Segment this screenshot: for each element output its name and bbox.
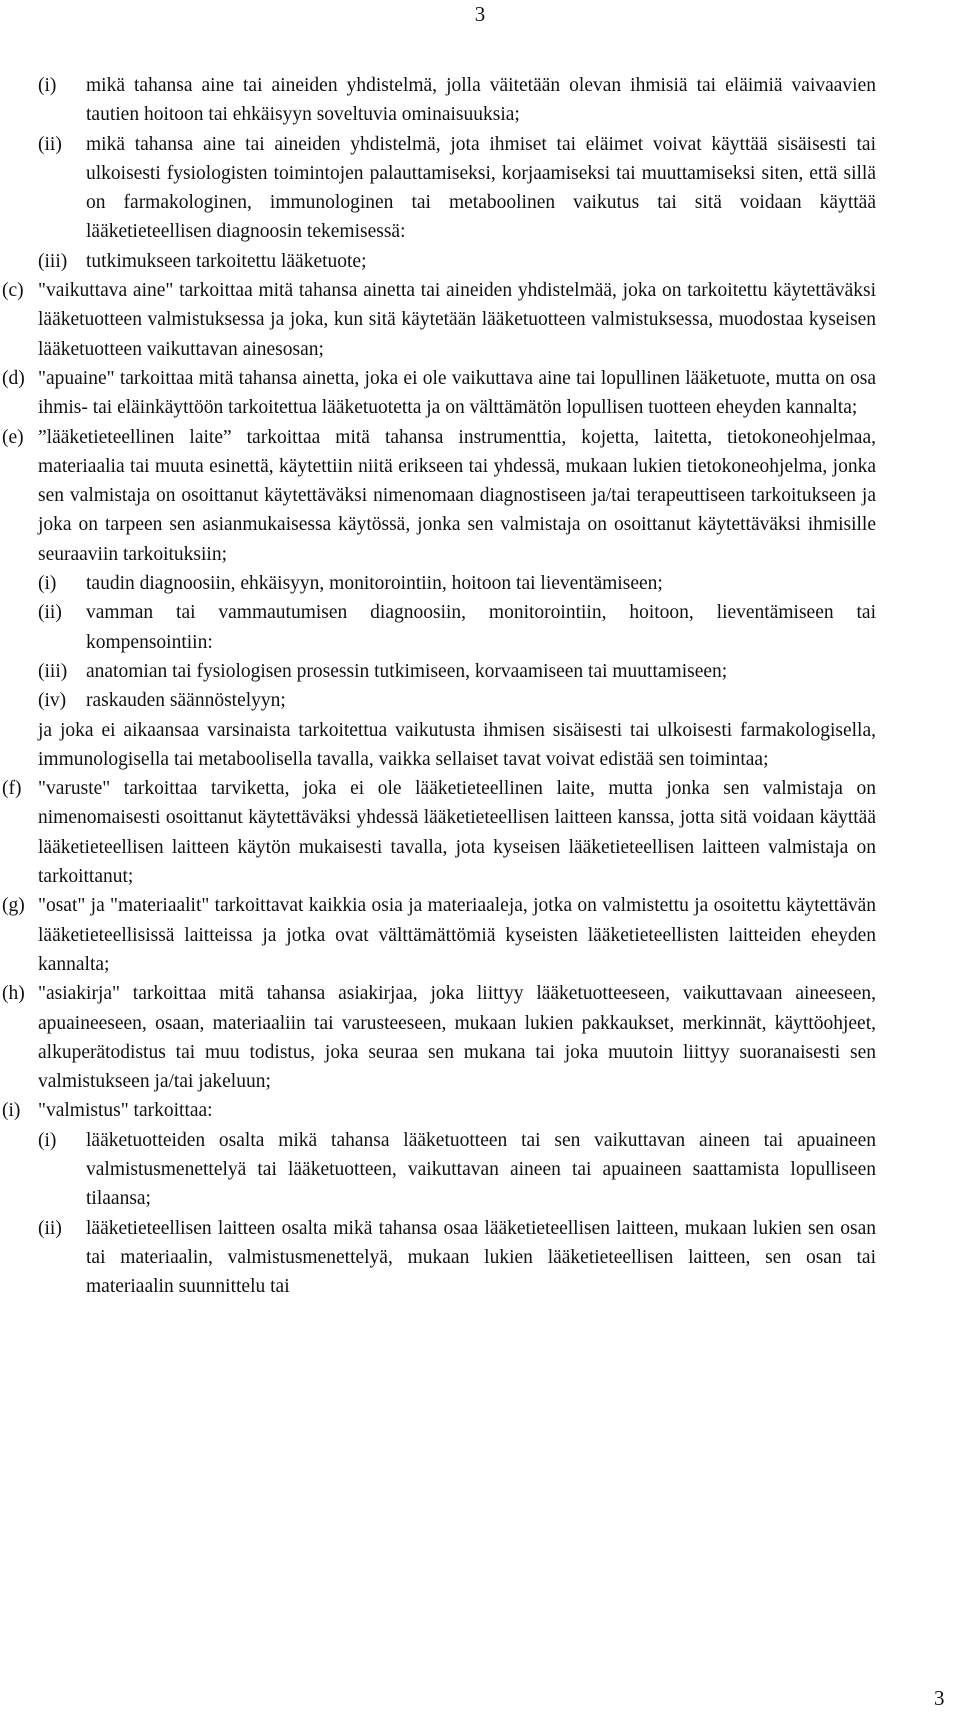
definition-item	[38, 1214, 876, 1302]
definition-item	[38, 657, 876, 686]
item-label: (i)	[38, 1129, 57, 1151]
definition-item	[2, 774, 876, 891]
item-label: (iii)	[38, 250, 68, 272]
item-text: "osat" ja "materiaalit" tarkoittavat kaikkia osia ja materiaaleja, jotka on valmistettu ja osoitettu käytettävän lääketieteellisissä laitteissa ja jotka ovat välttämättömiä kyseisten lääketieteellisten laitteiden eheyden kannalta;	[38, 895, 876, 975]
definition-item	[2, 423, 876, 569]
definition-item	[38, 71, 876, 130]
definition-item	[2, 1096, 876, 1125]
item-text: tutkimukseen tarkoitettu lääketuote;	[86, 250, 367, 272]
item-label: (i)	[38, 75, 57, 96]
item-text: raskauden säännöstelyyn;	[86, 690, 286, 712]
definition-item	[2, 979, 876, 1096]
definition-item	[38, 598, 876, 657]
item-label: (h)	[2, 983, 25, 1005]
item-label: (i)	[38, 573, 57, 595]
definition-item	[38, 686, 876, 715]
item-label: (c)	[2, 280, 24, 302]
item-label: (ii)	[38, 133, 62, 155]
item-text: "vaikuttava aine" tarkoittaa mitä tahansa ainetta tai aineiden yhdistelmää, joka on tarkoitettu käytettäväksi lääketuotteen valmistuksessa ja joka, kun sitä käytetään lääketuotteen valmistuksessa, muodostaa kyseisen lääketuotteen vaikuttavan ainesosan;	[38, 280, 876, 360]
item-text: mikä tahansa aine tai aineiden yhdistelmä, jolla väitetään olevan ihmisiä tai eläimiä vaivaavien tautien hoitoon tai ehkäisyyn soveltuvia ominaisuuksia;	[86, 75, 876, 126]
page-number-bottom: 3	[934, 1686, 945, 1710]
item-label: (ii)	[38, 1217, 62, 1239]
definition-item	[38, 569, 876, 598]
item-text: taudin diagnoosiin, ehkäisyyn, monitorointiin, hoitoon tai lieventämiseen;	[86, 573, 663, 595]
definition-item	[38, 130, 876, 247]
item-text: vamman tai vammautumisen diagnoosiin, monitorointiin, hoitoon, lieventämiseen tai kompensointiin:	[86, 602, 876, 653]
item-text: anatomian tai fysiologisen prosessin tutkimiseen, korvaamiseen tai muuttamiseen;	[86, 660, 728, 682]
item-text: ja joka ei aikaansaa varsinaista tarkoitettua vaikutusta ihmisen sisäisesti tai ulkoisesti farmakologisella, immunologisella tai metaboolisella tavalla, vaikka sellaiset tavat voivat edistää sen toimintaa;	[38, 719, 876, 770]
item-text: ”lääketieteellinen laite” tarkoittaa mitä tahansa instrumenttia, kojetta, laitetta, tietokoneohjelmaa, materiaalia tai muuta esinettä, käytettiin niitä erikseen tai yhdessä, mukaan lukien tietokoneohjelma, jonka sen valmistaja on osoittanut käytettäväksi nimenomaan diagnostiseen ja/tai terapeuttiseen tarkoitukseen ja joka on tarpeen sen asianmukaisessa käytössä, jonka sen valmistaja on osoittanut käytettäväksi ihmisille seuraaviin tarkoituksiin;	[38, 426, 876, 565]
item-label: (iii)	[38, 660, 68, 682]
item-text: mikä tahansa aine tai aineiden yhdistelmä, jota ihmiset tai eläimet voivat käyttää sisäisesti tai ulkoisesti fysiologisten toimintojen palauttamiseksi, korjaamiseksi tai muuttamiseksi siten, että sillä on farmakologinen, immunologinen tai metaboolinen vaikutus tai sitä voidaan käyttää lääketieteellisen diagnoosin tekemisessä:	[86, 133, 876, 243]
item-text: lääketuotteiden osalta mikä tahansa lääketuotteen tai sen vaikuttavan aineen tai apuaineen valmistusmenettelyä tai lääketuotteen, vaikuttavan aineen tai apuaineen saattamista lopulliseen tilaansa;	[86, 1129, 876, 1210]
definition-item	[38, 1126, 876, 1214]
definition-item	[38, 716, 876, 775]
item-label: (e)	[2, 426, 24, 448]
definition-item	[38, 247, 876, 276]
item-text: "valmistus" tarkoittaa:	[38, 1100, 213, 1122]
item-label: (i)	[2, 1100, 21, 1122]
page-number-top: 3	[474, 2, 486, 26]
item-label: (ii)	[38, 602, 62, 624]
item-label: (f)	[2, 778, 22, 800]
item-text: lääketieteellisen laitteen osalta mikä tahansa osaa lääketieteellisen laitteen, mukaan lukien sen osan tai materiaalin, valmistusmenettelyä, mukaan lukien lääketieteellisen laitteen, sen osan tai materiaalin suunnittelu tai	[86, 1217, 876, 1298]
item-label: (d)	[2, 367, 25, 389]
item-text: "varuste" tarkoittaa tarviketta, joka ei ole lääketieteellinen laite, mutta jonka sen valmistaja on nimenomaisesti osoittanut käytettäväksi yhdessä lääketieteellisen laitteen kanssa, jotta sitä voidaan käyttää lääketieteellisen laitteen käytön mukaisesti tavalla, jota kyseisen lääketieteellisen laitteen valmistaja on tarkoittanut;	[38, 778, 876, 888]
definition-item	[2, 276, 876, 364]
item-text: "apuaine" tarkoittaa mitä tahansa ainetta, joka ei ole vaikuttava aine tai lopullinen lääketuote, mutta on osa ihmis- tai eläinkäyttöön tarkoitettua lääketuotetta ja on välttämätön lopullisen tuotteen eheyden kannalta;	[38, 367, 876, 419]
definition-list	[2, 71, 876, 1301]
definition-item	[2, 891, 876, 979]
definition-item	[2, 364, 876, 423]
item-label: (iv)	[38, 690, 67, 712]
item-label: (g)	[2, 895, 25, 917]
item-text: "asiakirja" tarkoittaa mitä tahansa asiakirjaa, joka liittyy lääketuotteeseen, vaikuttavaan aineeseen, apuaineeseen, osaan, materiaaliin tai varusteeseen, mukaan lukien pakkaukset, merkinnät, käyttöohjeet, alkuperätodistus tai muu todistus, joka seuraa sen mukana tai joka muutoin liittyy suoranaisesti sen valmistukseen ja/tai jakeluun;	[38, 983, 876, 1093]
